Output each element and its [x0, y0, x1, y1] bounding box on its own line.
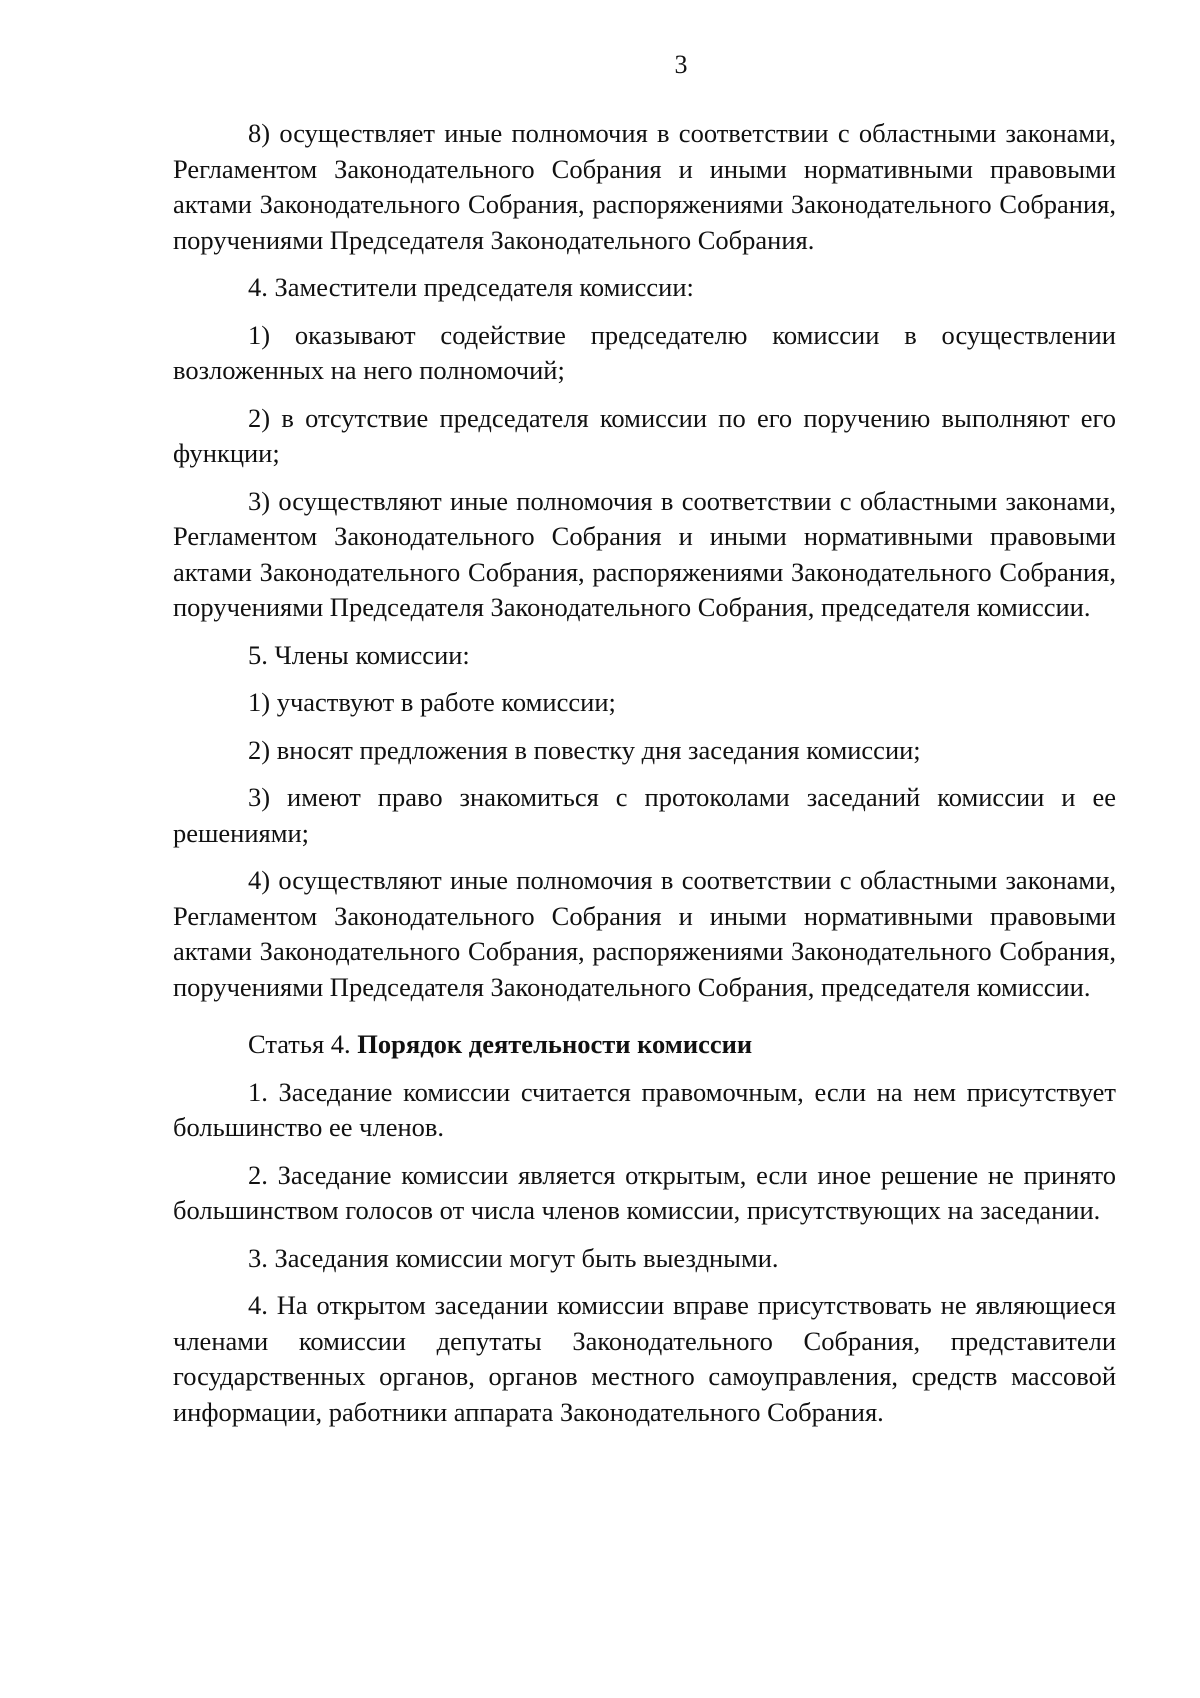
article-paragraph-3: 3. Заседания комиссии могут быть выездными.: [248, 1242, 779, 1273]
article-prefix: Статья 4.: [248, 1029, 351, 1059]
section-4-heading: 4. Заместители председателя комиссии:: [248, 272, 694, 302]
article-paragraph-2: 2. Заседание комиссии является открытым, если иное решение не принято большинством голосов от числа членов комиссии, присутствующих на заседании.: [173, 1159, 1116, 1225]
article-title: Порядок деятельности комиссии: [357, 1029, 753, 1059]
article-paragraph-1: 1. Заседание комиссии считается правомочным, если на нем присутствует большинство ее членов.: [173, 1076, 1116, 1142]
paragraph-deputy-3: 3) осуществляют иные полномочия в соответствии с областными законами, Регламентом Законодательного Собрания и иными нормативными правовыми актами Законодательного Собрания, распоряжениями Законодательного Собрания, поручениями Председателя Законодательного Собрания, председателя комиссии.: [173, 485, 1116, 622]
paragraph-deputy-2: 2) в отсутствие председателя комиссии по его поручению выполняют его функции;: [173, 402, 1116, 468]
page-number: 3: [674, 50, 688, 79]
article-paragraph-4: 4. На открытом заседании комиссии вправе присутствовать не являющиеся членами комиссии депутаты Законодательного Собрания, представители государственных органов, органов местного самоуправления, средств массовой информации, работники аппарата Законодательного Собрания.: [173, 1290, 1116, 1427]
paragraph-member-3: 3) имеют право знакомиться с протоколами заседаний комиссии и ее решениями;: [173, 782, 1116, 848]
section-5-heading: 5. Члены комиссии:: [248, 639, 470, 670]
paragraph-member-2: 2) вносят предложения в повестку дня заседания комиссии;: [248, 734, 921, 765]
document-body: [173, 116, 1116, 1442]
paragraph-member-4: 4) осуществляют иные полномочия в соответствии с областными законами, Регламентом Законодательного Собрания и иными нормативными правовыми актами Законодательного Собрания, распоряжениями Законодательного Собрания, поручениями Председателя Законодательного Собрания, председателя комиссии.: [173, 865, 1116, 1002]
paragraph-item-8: 8) осуществляет иные полномочия в соответствии с областными законами, Регламентом Законодательного Собрания и иными нормативными правовыми актами Законодательного Собрания, распоряжениями Законодательного Собрания, поручениями Председателя Законодательного Собрания.: [173, 118, 1116, 255]
paragraph-member-1: 1) участвуют в работе комиссии;: [248, 687, 616, 717]
paragraph-deputy-1: 1) оказывают содействие председателю комиссии в осуществлении возложенных на него полномочий;: [173, 319, 1116, 385]
article-heading: [173, 1027, 1116, 1063]
